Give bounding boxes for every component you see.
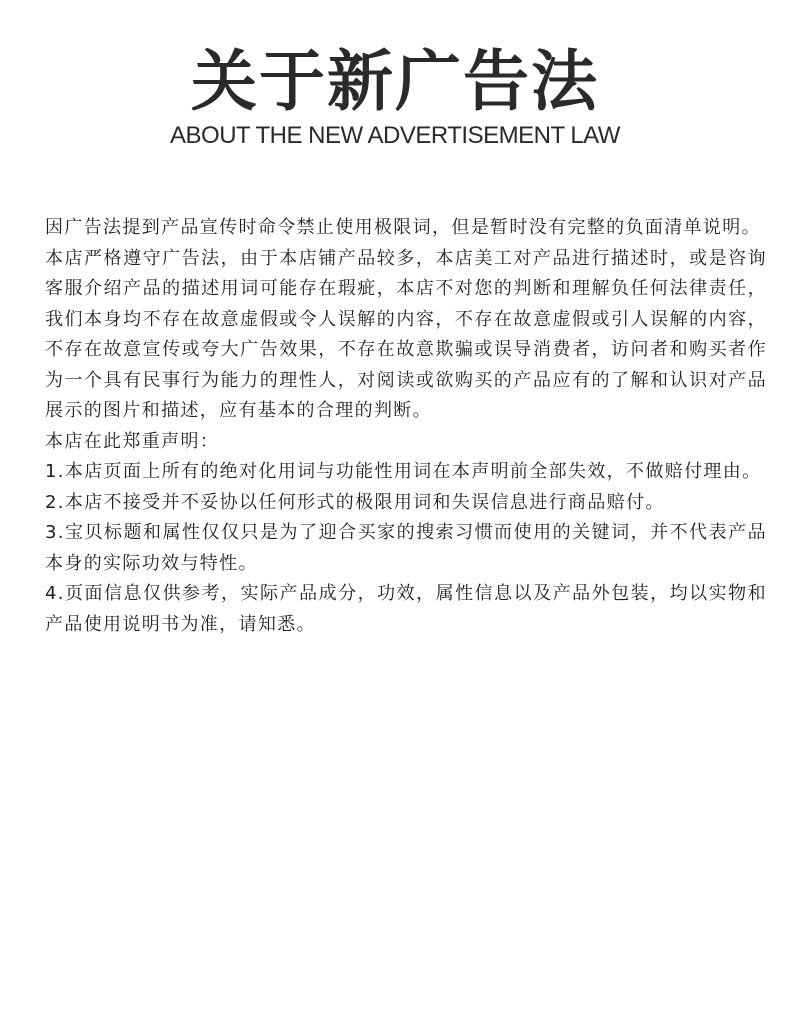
notice-body [45,213,767,640]
page-title: 关于新广告法 [191,43,599,120]
page-subtitle: ABOUT THE NEW ADVERTISEMENT LAW [170,122,620,149]
paragraph-item-3: 3.宝贝标题和属性仅仅只是为了迎合买家的搜索习惯而使用的关键词，并不代表产品本身的实际功效与特性。 [45,522,767,574]
paragraph-item-4: 4.页面信息仅供参考，实际产品成分，功效，属性信息以及产品外包装，均以实物和产品使用说明书为准，请知悉。 [45,583,767,635]
paragraph-declaration-heading: 本店在此郑重声明： [45,430,220,452]
paragraph-intro: 因广告法提到产品宣传时命令禁止使用极限词，但是暂时没有完整的负面清单说明。 [45,217,761,238]
paragraph-compliance: 本店严格遵守广告法，由于本店铺产品较多，本店美工对产品进行描述时，或是咨询客服介绍产品的描述用词可能存在瑕疵，本店不对您的判断和理解负任何法律责任，我们本身均不存在故意虚假或令人误解的内容，不存在故意虚假或引人误解的内容，不存在故意宣传或夸大广告效果，不存在故意欺骗或误导消费者，访问者和购买者作为一个具有民事行为能力的理性人，对阅读或欲购买的产品应有的了解和认识对产品展示的图片和描述，应有基本的合理的判断。 [45,247,767,421]
paragraph-item-2: 2.本店不接受并不妥协以任何形式的极限用词和失误信息进行商品赔付。 [45,491,665,513]
paragraph-item-1: 1.本店页面上所有的绝对化用词与功能性用词在本声明前全部失效，不做赔付理由。 [45,461,762,482]
